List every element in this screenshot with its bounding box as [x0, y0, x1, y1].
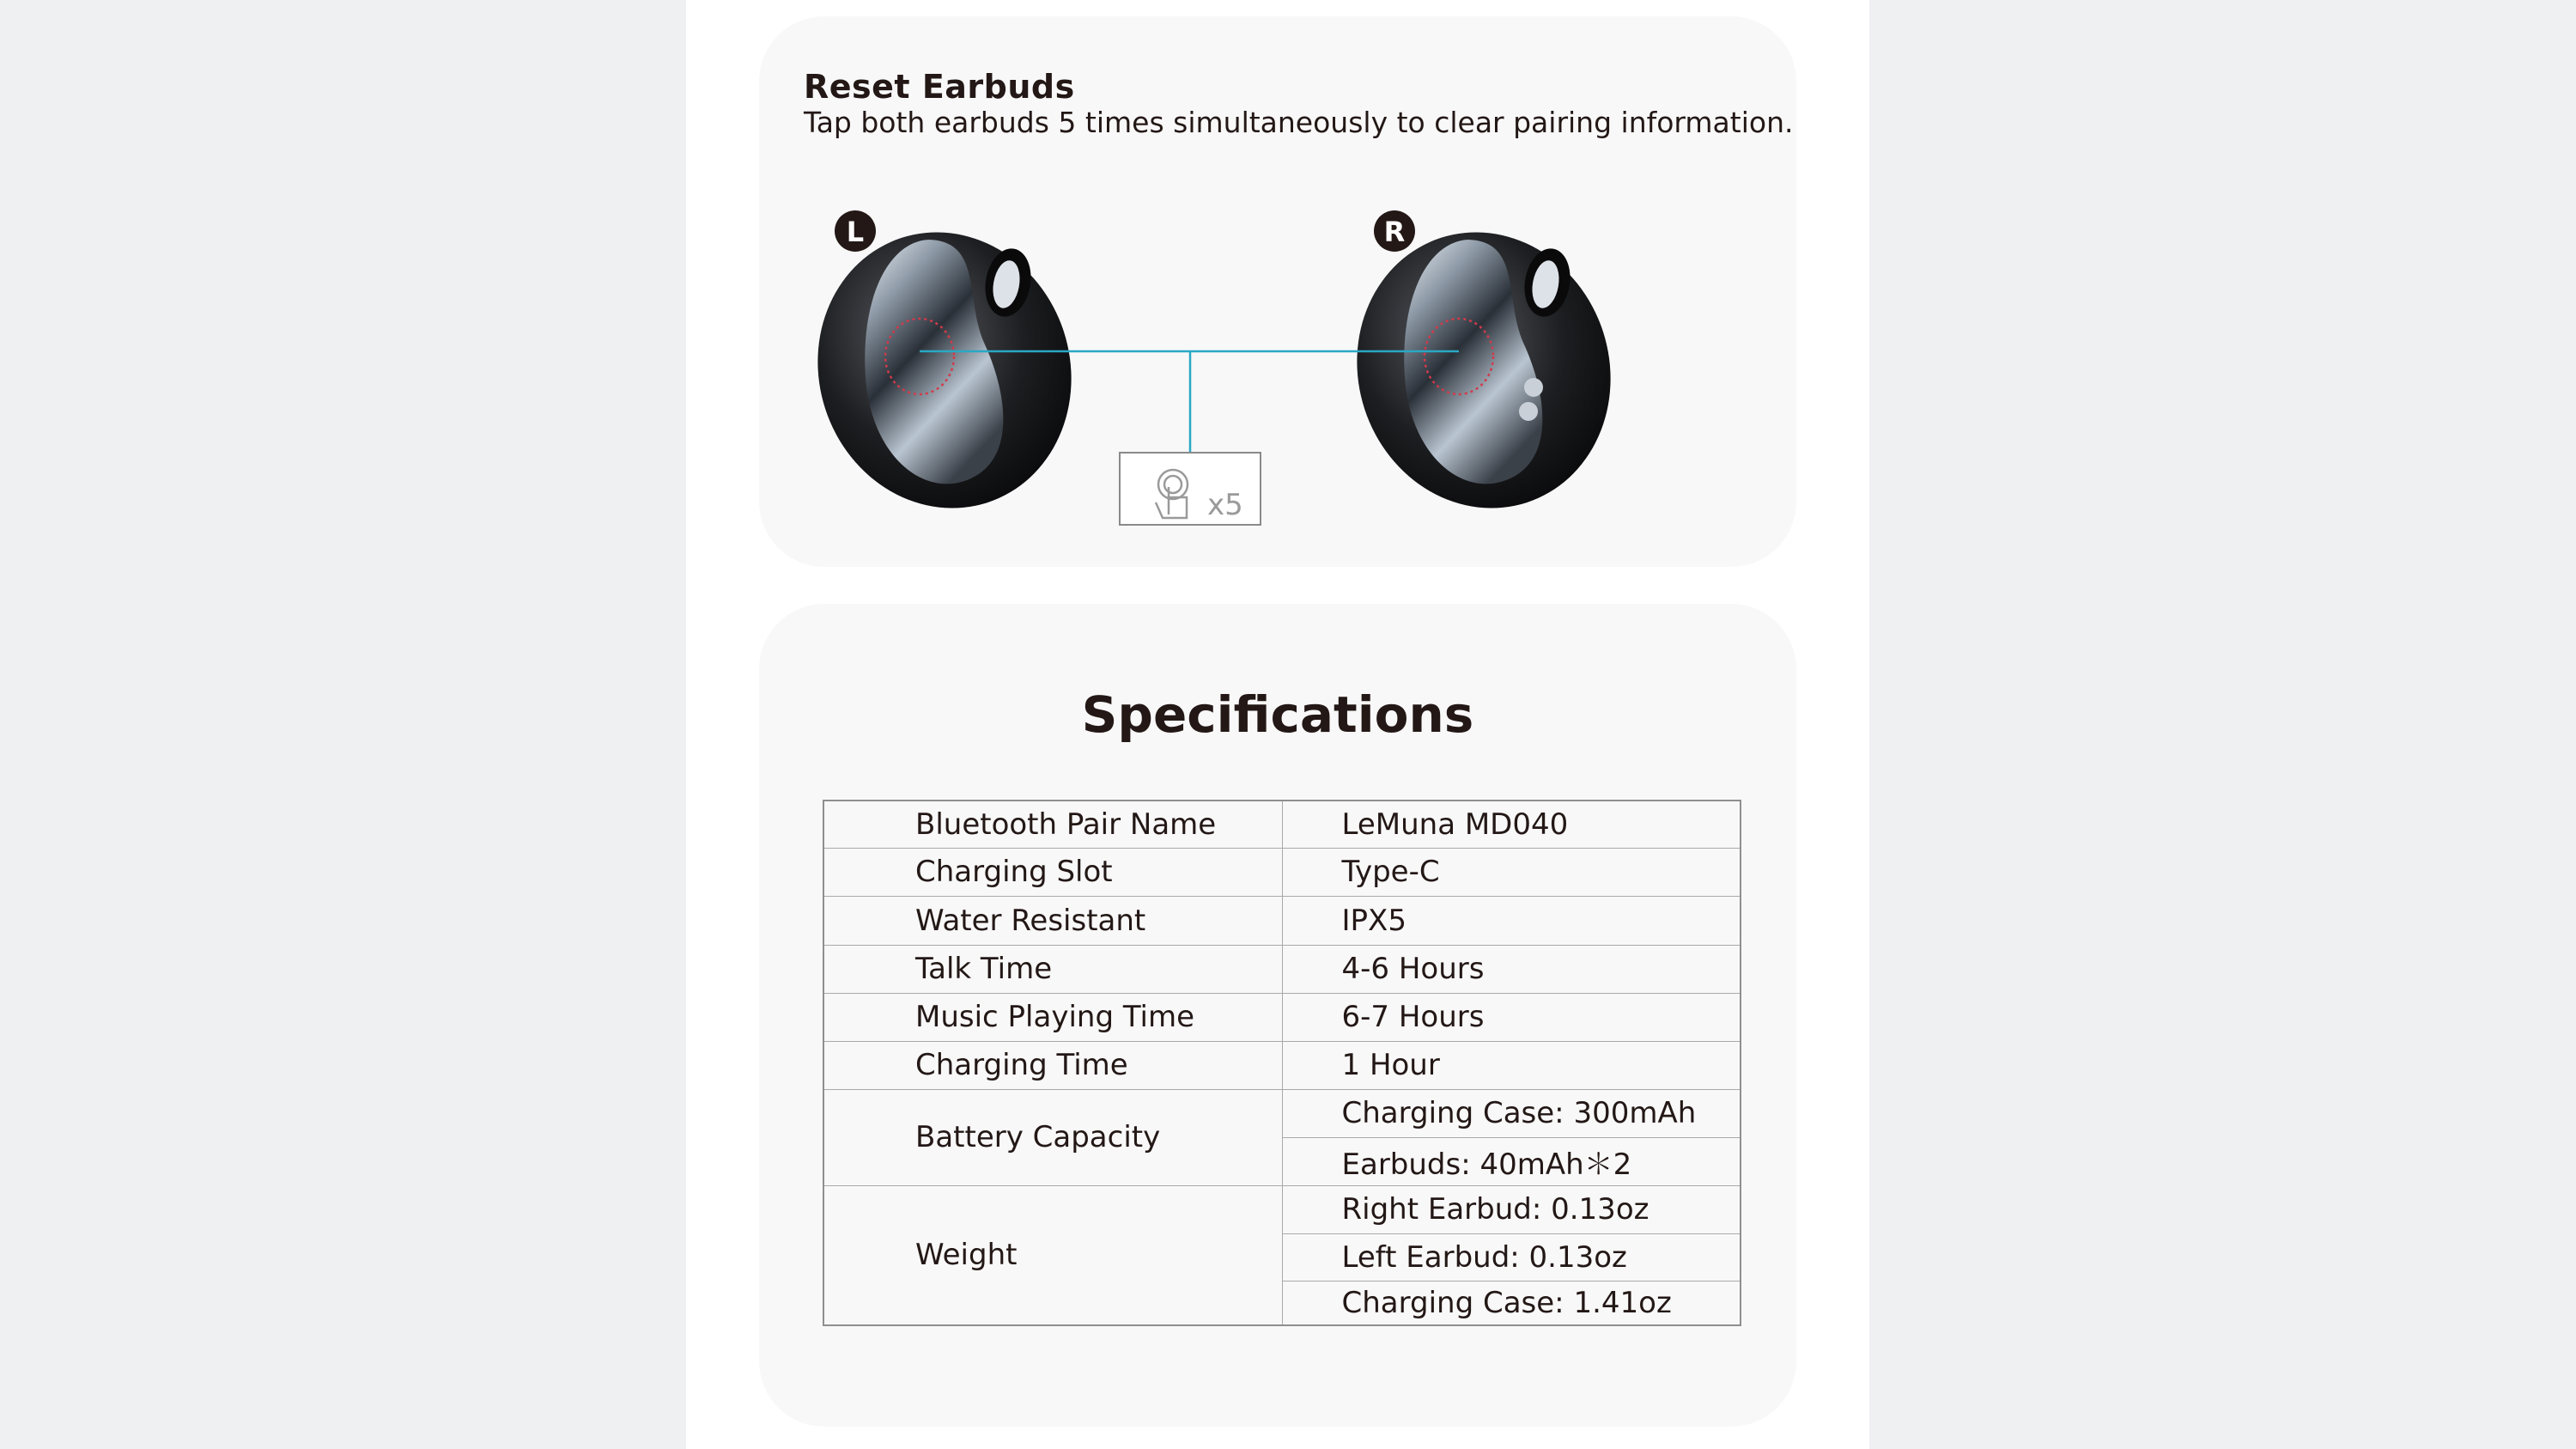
spec-label: Charging Time	[823, 1041, 1282, 1089]
spec-value: Type-C	[1282, 848, 1741, 896]
reset-description: Tap both earbuds 5 times simultaneously to clear pairing information.	[804, 106, 1794, 139]
right-badge-label: R	[1383, 216, 1406, 248]
reset-diagram	[759, 16, 1796, 567]
right-earbud-image	[1321, 199, 1646, 541]
spec-label: Charging Slot	[823, 848, 1282, 896]
spec-value: Left Earbud: 0.13oz	[1282, 1233, 1741, 1281]
table-row	[823, 1185, 1741, 1233]
reset-title: Reset Earbuds	[804, 68, 1075, 106]
spec-value: LeMuna MD040	[1282, 801, 1741, 848]
reset-earbuds-card	[759, 16, 1796, 567]
spec-value: 4-6 Hours	[1282, 945, 1741, 993]
specifications-title: Specifications	[1081, 685, 1474, 744]
spec-label: Talk Time	[823, 945, 1282, 993]
table-row	[823, 848, 1741, 896]
table-row	[823, 896, 1741, 945]
specifications-table	[823, 800, 1741, 1326]
spec-value: 6-7 Hours	[1282, 993, 1741, 1041]
spec-value: IPX5	[1282, 896, 1741, 945]
spec-value: Right Earbud: 0.13oz	[1282, 1185, 1741, 1233]
spec-value: Earbuds: 40mAh＊2	[1282, 1137, 1741, 1185]
spec-label: Battery Capacity	[823, 1089, 1282, 1185]
table-row	[823, 1041, 1741, 1089]
left-earbud-image	[782, 199, 1107, 541]
table-row	[823, 945, 1741, 993]
spec-label: Bluetooth Pair Name	[823, 801, 1282, 848]
table-row	[823, 993, 1741, 1041]
spec-value: 1 Hour	[1282, 1041, 1741, 1089]
spec-label: Weight	[823, 1185, 1282, 1325]
spec-label: Water Resistant	[823, 896, 1282, 945]
table-row	[823, 801, 1741, 848]
spec-label: Music Playing Time	[823, 993, 1282, 1041]
table-row	[823, 1089, 1741, 1137]
spec-value: Charging Case: 1.41oz	[1282, 1281, 1741, 1325]
left-badge-label: L	[846, 216, 865, 248]
tap-count-label: x5	[1207, 488, 1243, 522]
product-page	[686, 0, 1869, 1449]
spec-value: Charging Case: 300mAh	[1282, 1089, 1741, 1137]
specifications-card	[759, 604, 1796, 1427]
